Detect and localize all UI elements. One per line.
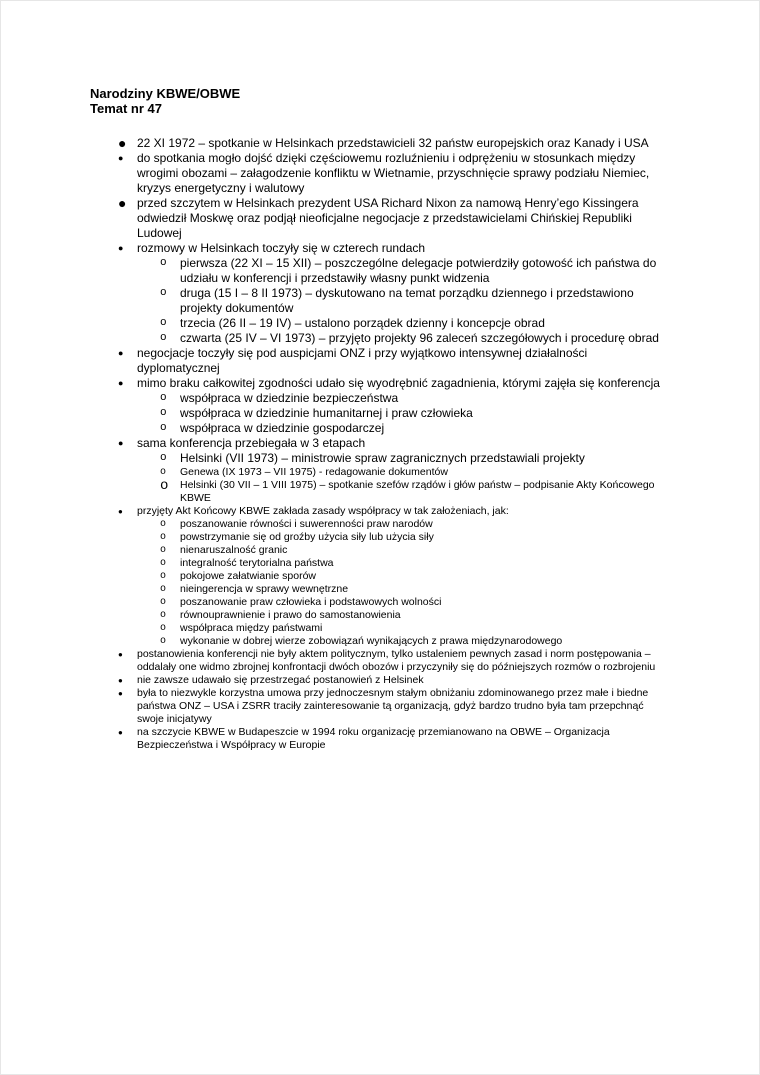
list-item <box>90 331 665 346</box>
list-item <box>90 151 665 196</box>
list-item <box>90 583 665 596</box>
list-item-text: do spotkania mogło dojść dzięki częściowemu rozluźnieniu i odprężeniu w stosunkach między wrogimi obozami – załagodzenie konfliktu w Wietnamie, przyschnięcie sprawy podziału Niemiec, kryzys energetyczny i walutowy <box>137 151 650 195</box>
bullet-list <box>90 136 665 752</box>
list-item <box>90 346 665 376</box>
bullet-disc-icon: ● <box>118 135 127 151</box>
list-item <box>90 241 665 256</box>
list-item <box>90 531 665 544</box>
list-item <box>90 596 665 609</box>
list-item-text: trzecia (26 II – 19 IV) – ustalono porządek dzienny i koncepcje obrad <box>180 316 545 330</box>
list-item <box>90 505 665 518</box>
bullet-disc-icon: ● <box>118 689 123 698</box>
list-item-text: nieingerencja w sprawy wewnętrzne <box>180 583 349 595</box>
bullet-circle-icon: o <box>160 584 167 595</box>
list-item <box>90 570 665 583</box>
list-item-text: 22 XI 1972 – spotkanie w Helsinkach przedstawicieli 32 państw europejskich oraz Kanady i USA <box>137 136 649 150</box>
list-item <box>90 687 665 726</box>
list-item-text: druga (15 I – 8 II 1973) – dyskutowano na temat porządku dziennego i przedstawiono projekty dokumentów <box>180 286 634 315</box>
bullet-disc-icon: ● <box>118 507 123 516</box>
bullet-circle-icon: o <box>160 478 169 494</box>
list-item-text: na szczycie KBWE w Budapeszcie w 1994 roku organizację przemianowano na OBWE – Organizacja Bezpieczeństwa i Współpracy w Europie <box>137 726 610 751</box>
list-item-text: współpraca między państwami <box>180 622 323 634</box>
bullet-circle-icon: o <box>160 519 167 530</box>
bullet-disc-icon: ● <box>118 348 124 358</box>
list-item-text: integralność terytorialna państwa <box>180 557 334 569</box>
list-item-text: Helsinki (30 VII – 1 VIII 1975) – spotkanie szefów rządów i głów państw – podpisanie Akty Końcowego KBWE <box>180 479 655 504</box>
bullet-disc-icon: ● <box>118 153 124 163</box>
list-item <box>90 635 665 648</box>
list-item-text: nienaruszalność granic <box>180 544 288 556</box>
list-item-text: postanowienia konferencji nie były aktem politycznym, tylko ustaleniem pewnych zasad i norm postępowania – oddalały one widmo zbrojnej konfrontacji dwóch obozów i przyczyniły się do późniejszych rozmów o rozbrojeniu <box>137 648 656 673</box>
list-item <box>90 436 665 451</box>
list-item <box>90 674 665 687</box>
list-item-text: nie zawsze udawało się przestrzegać postanowień z Helsinek <box>137 674 424 686</box>
list-item-text: rozmowy w Helsinkach toczyły się w czterech rundach <box>137 241 426 255</box>
list-item <box>90 451 665 466</box>
bullet-disc-icon: ● <box>118 728 123 737</box>
bullet-circle-icon: o <box>160 532 167 543</box>
bullet-disc-icon: ● <box>118 438 124 448</box>
list-item <box>90 256 665 286</box>
list-item-text: współpraca w dziedzinie humanitarnej i praw człowieka <box>180 406 473 420</box>
bullet-circle-icon: o <box>160 597 167 608</box>
list-item <box>90 421 665 436</box>
list-item <box>90 479 665 505</box>
bullet-circle-icon: o <box>160 636 167 647</box>
list-item <box>90 544 665 557</box>
bullet-circle-icon: o <box>160 571 167 582</box>
bullet-circle-icon: o <box>160 623 167 634</box>
list-item-text: równouprawnienie i prawo do samostanowienia <box>180 609 401 621</box>
list-item-text: wykonanie w dobrej wierze zobowiązań wynikających z prawa międzynarodowego <box>180 635 563 647</box>
bullet-disc-icon: ● <box>118 243 124 253</box>
list-item-text: poszanowanie równości i suwerenności praw narodów <box>180 518 433 530</box>
list-item-text: współpraca w dziedzinie bezpieczeństwa <box>180 391 399 405</box>
list-item-text: negocjacje toczyły się pod auspicjami ONZ i przy wyjątkowo intensywnej działalności dyplomatycznej <box>137 346 588 375</box>
bullet-circle-icon: o <box>160 467 167 478</box>
list-item-text: była to niezwykle korzystna umowa przy jednoczesnym stałym obniżaniu zdominowanego przez małe i biedne państwa ONZ – USA i ZSRR traciły zainteresowanie tą organizacją, gdyż bardzo trudno była tam przepchnąć swoje inicjatywy <box>137 687 649 725</box>
list-item-text: powstrzymanie się od groźby użycia siły lub użycia siły <box>180 531 434 543</box>
list-item <box>90 726 665 752</box>
list-item <box>90 376 665 391</box>
list-item <box>90 622 665 635</box>
list-item-text: pierwsza (22 XI – 15 XII) – poszczególne delegacje potwierdziły gotowość ich państwa do udziału w konferencji i przedstawiły własny punkt widzenia <box>180 256 657 285</box>
bullet-circle-icon: o <box>160 558 167 569</box>
list-item-text: przyjęty Akt Końcowy KBWE zakłada zasady współpracy w tak założeniach, jak: <box>137 505 509 517</box>
list-item-text: przed szczytem w Helsinkach prezydent USA Richard Nixon za namową Henry’ego Kissingera odwiedził Moskwę oraz podjął nieoficjalne negocjacje z przedstawicielami Chińskiej Republiki Ludowej <box>137 196 639 240</box>
list-item <box>90 648 665 674</box>
list-item-text: poszanowanie praw człowieka i podstawowych wolności <box>180 596 442 608</box>
list-item <box>90 557 665 570</box>
list-item-text: sama konferencja przebiegała w 3 etapach <box>137 436 366 450</box>
document-subtitle: Temat nr 47 <box>90 101 163 116</box>
bullet-circle-icon: o <box>160 545 167 556</box>
bullet-circle-icon: o <box>160 257 167 269</box>
list-item <box>90 391 665 406</box>
list-item <box>90 136 665 151</box>
list-item <box>90 196 665 241</box>
bullet-circle-icon: o <box>160 452 167 464</box>
list-item-text: Genewa (IX 1973 – VII 1975) - redagowanie dokumentów <box>180 466 448 478</box>
list-item-text: mimo braku całkowitej zgodności udało się wyodrębnić zagadnienia, którymi zajęła się konferencja <box>137 376 660 390</box>
bullet-circle-icon: o <box>160 422 167 434</box>
bullet-circle-icon: o <box>160 317 167 329</box>
list-item-text: współpraca w dziedzinie gospodarczej <box>180 421 385 435</box>
bullet-circle-icon: o <box>160 407 167 419</box>
bullet-circle-icon: o <box>160 287 167 299</box>
list-item-text: Helsinki (VII 1973) – ministrowie spraw zagranicznych przedstawiali projekty <box>180 451 585 465</box>
list-item-text: pokojowe załatwianie sporów <box>180 570 316 582</box>
list-item <box>90 466 665 479</box>
bullet-circle-icon: o <box>160 392 167 404</box>
list-item <box>90 609 665 622</box>
bullet-disc-icon: ● <box>118 378 124 388</box>
bullet-disc-icon: ● <box>118 676 123 685</box>
list-item <box>90 286 665 316</box>
list-item <box>90 518 665 531</box>
bullet-disc-icon: ● <box>118 195 127 211</box>
bullet-circle-icon: o <box>160 610 167 621</box>
document-title: Narodziny KBWE/OBWE <box>90 86 241 101</box>
list-item-text: czwarta (25 IV – VI 1973) – przyjęto projekty 96 zaleceń szczegółowych i procedurę obrad <box>180 331 659 345</box>
bullet-disc-icon: ● <box>118 650 123 659</box>
list-item <box>90 406 665 421</box>
bullet-circle-icon: o <box>160 332 167 344</box>
list-item <box>90 316 665 331</box>
